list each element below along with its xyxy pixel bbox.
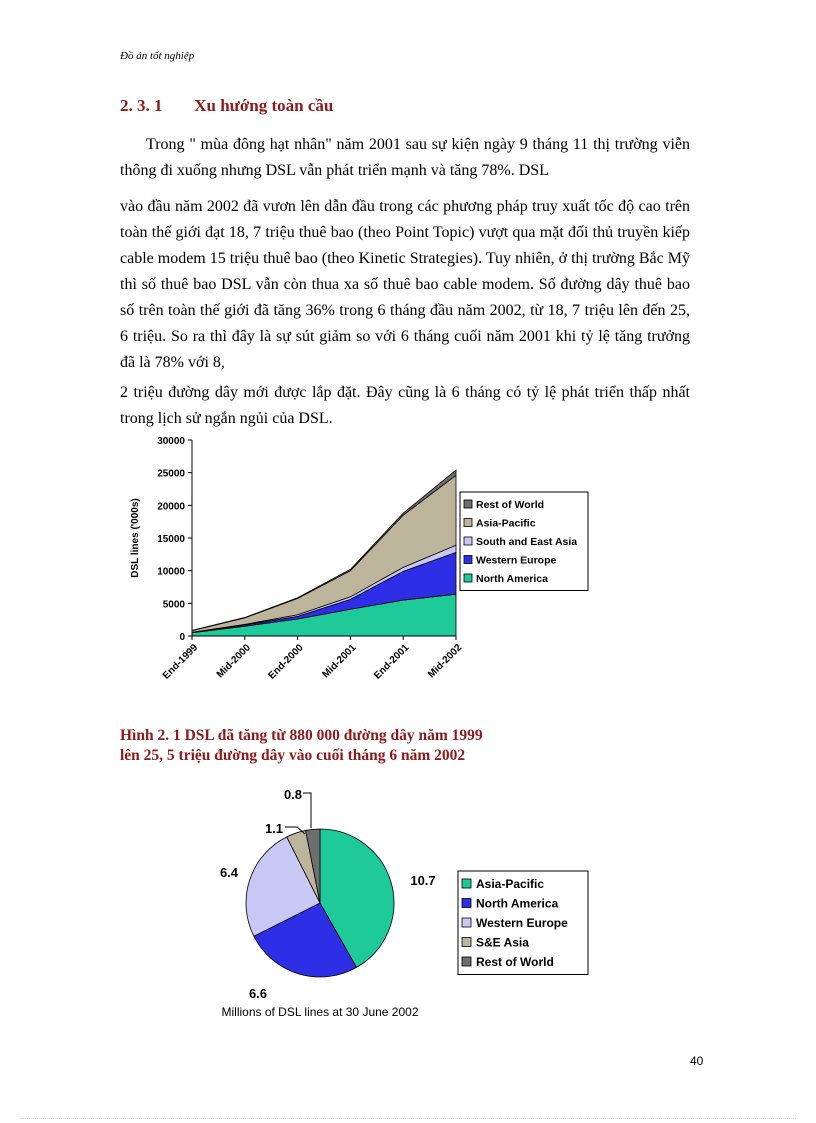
x-tick-label: Mid-2001 [320, 642, 359, 681]
pie-legend-swatch-s-e-asia [462, 938, 471, 947]
figure-caption [120, 726, 600, 766]
y-tick-label: 5000 [162, 599, 185, 611]
x-tick-label: End-2000 [266, 642, 306, 682]
pie-legend-swatch-rest-of-world [462, 957, 471, 966]
dsl-area-chart [120, 430, 600, 720]
legend-swatch-asia-pacific [464, 519, 472, 527]
paragraph-3: 2 triệu đường dây mới được lắp đặt. Ðây cũng là 6 tháng có tỷ lệ phát triển thấp nhất trong lịch sử ngắn ngủi của DSL. [120, 384, 690, 427]
pie-legend-swatch-north-america [462, 899, 471, 908]
pie-label-north-america: 6.6 [248, 986, 268, 1001]
x-tick-label: End-1999 [160, 642, 201, 682]
y-tick-label: 10000 [157, 566, 185, 578]
pie-legend-label-s-e-asia: S&E Asia [476, 935, 529, 950]
x-tick-label: Mid-2002 [426, 642, 465, 681]
pie-legend-label-western-europe: Western Europe [476, 916, 568, 930]
y-tick-label: 20000 [157, 501, 185, 513]
section-title: Xu hướng toàn cầu [194, 96, 334, 115]
paragraph-2: vào đầu năm 2002 đã vươn lên dẫn đầu trong các phương pháp truy xuất tốc độ cao trên toàn thế giới đạt 18, 7 triệu thuê bao (theo Point Topic) vượt qua mặt đối thủ truyền kiếp cable modem 15 triệu thuê bao (theo Kinetic Strategies). Tuy nhiên, ở thị trường Bắc Mỹ thì số thuê bao DSL vẫn còn thua xa số thuê bao cable modem. Số đường dây thuê bao số trên toàn thế giới đã tăng 36% trong 6 tháng đầu năm 2002, từ 18, 7 triệu lên đến 25, 6 triệu. So ra thì đây là sự sút giảm so với 6 tháng cuối năm 2001 khi tỷ lệ tăng trưởng đã là 78% với 8, [120, 198, 690, 371]
pie-label-western-europe: 6.4 [219, 865, 239, 880]
paragraph-1: Trong " mùa đông hạt nhân" năm 2001 sau sự kiện ngày 9 tháng 11 thị trường viễn thông đi xuống nhưng DSL vẫn phát triển mạnh và tăng 78%. DSL [120, 136, 690, 179]
y-tick-label: 0 [179, 632, 185, 643]
legend-label-western-europe: Western Europe [476, 554, 557, 567]
pie-label-rest-of-world: 0.8 [283, 787, 303, 802]
pie-legend-swatch-western-europe [462, 918, 471, 927]
legend-swatch-western-europe [464, 556, 472, 564]
pie-legend-label-rest-of-world: Rest of World [476, 955, 554, 969]
y-tick-label: 30000 [157, 436, 185, 447]
legend-swatch-south-and-east-asia [464, 537, 472, 545]
section-heading [120, 96, 333, 116]
y-tick-label: 15000 [157, 534, 185, 545]
dsl-pie-chart [195, 780, 615, 1025]
leader-line-rest-of-world [303, 793, 311, 828]
pie-legend-swatch-asia-pacific [462, 879, 471, 888]
section-number: 2. 3. 1 [120, 96, 163, 115]
pie-chart-title: Millions of DSL lines at 30 June 2002 [221, 1005, 419, 1019]
legend-swatch-rest-of-world [464, 500, 472, 508]
x-tick-label: End-2001 [372, 642, 412, 682]
legend-label-south-and-east-asia: South and East Asia [476, 536, 578, 548]
page-number: 40 [690, 1054, 704, 1068]
pie-legend-label-north-america: North America [476, 896, 559, 911]
page-bottom-rule [20, 1118, 796, 1119]
legend-label-asia-pacific: Asia-Pacific [476, 517, 536, 530]
legend-label-rest-of-world: Rest of World [476, 499, 545, 511]
figure-caption-line-2: lên 25, 5 triệu đường dây vào cuối tháng 6 năm 2002 [120, 747, 466, 764]
x-tick-label: Mid-2000 [214, 642, 253, 681]
document-header: Đồ án tốt nghiệp [120, 50, 195, 62]
pie-label-s-e-asia: 1.1 [264, 821, 284, 836]
pie-label-asia-pacific: 10.7 [410, 873, 436, 888]
figure-caption-line-1: Hình 2. 1 DSL đã tăng từ 880 000 đường dây năm 1999 [120, 727, 483, 744]
y-tick-label: 25000 [157, 468, 185, 480]
y-axis-label: DSL lines ('000s) [130, 498, 141, 578]
pie-legend-label-asia-pacific: Asia-Pacific [476, 877, 545, 891]
legend-label-north-america: North America [476, 573, 548, 585]
legend-swatch-north-america [464, 574, 472, 582]
